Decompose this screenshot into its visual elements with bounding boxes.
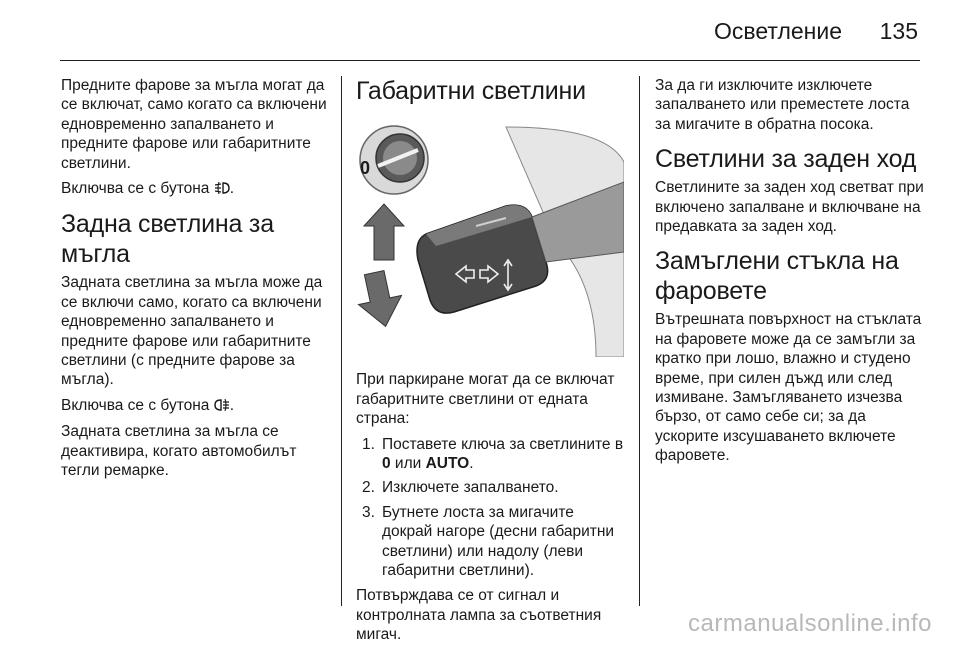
key-position: AUTO [425,455,470,473]
list-item [356,503,626,581]
watermark: carmanualsonline.info [688,610,932,637]
dial-label-zero: 0 [360,158,371,178]
header-rule [60,60,920,61]
paragraph: Потвърждава се от сигнал и контролната лампа за съответния мигач. [356,587,602,644]
paragraph: Светлините за заден ход светват при включено запалване и включване на предавката за заден ход. [655,179,924,236]
paragraph-text: Включва се с бутона [61,396,214,414]
list-item [356,478,626,497]
section-heading: Светлини за заден ход [655,145,917,174]
list-text: или [390,455,426,473]
list-number: 2. [362,479,375,497]
paragraph-text: . [229,396,235,414]
list-text: . [469,455,474,473]
paragraph [61,179,333,199]
list-text: Бутнете лоста за мигачите докрай нагоре (десни габаритни светлини) или надолу (леви габаритни светлини). [382,503,615,580]
paragraph-text: Включва се с бутона [61,180,214,198]
paragraph-text: . [229,180,235,198]
key-position: 0 [382,455,391,473]
steps-list [356,435,626,581]
list-text: Изключете запалването. [382,479,559,497]
paragraph: Вътрешната повърхност на стъклата на фаровете може да се замъгли за кратко при лошо, влажно и студено време, при силен дъжд или след измиване. Замъгляването изчезва бързо, от само себе си; за да ускорите изсушаването включете фаровете. [655,311,922,465]
page-header [0,0,960,60]
chapter-title: Осветление [714,18,842,44]
paragraph: Задната светлина за мъгла може да се включи само, когато са включени едновременно запалването и предните фарове или габаритните светлини (с предните фарове за мъгла). [61,274,323,389]
column-divider [341,76,342,606]
paragraph [61,396,333,416]
list-number: 1. [362,435,375,453]
front-fog-icon [214,181,230,197]
section-heading: Замъглени стъкла на фаровете [655,247,899,306]
paragraph: Предните фарове за мъгла могат да се включат, само когато са включени едновременно запалването и предните фарове или габаритните светлини. [61,77,327,172]
column-left [61,76,333,487]
column-divider [639,76,640,606]
column-middle [356,76,626,651]
list-item [356,435,626,474]
turn-signal-lever-illustration [356,122,624,357]
section-heading: Задна светлина за мъгла [61,210,274,269]
section-heading: Габаритни светлини [356,77,586,105]
paragraph: При паркиране могат да се включат габаритните светлини от едната страна: [356,371,615,428]
column-right [655,76,925,472]
rear-fog-icon [214,398,230,414]
paragraph: Задната светлина за мъгла се деактивира, когато автомобилът тегли ремарке. [61,423,297,480]
paragraph: За да ги изключите изключете запалването или преместете лоста за мигачите в обратна посока. [655,77,910,133]
list-number: 3. [362,503,375,521]
page-number: 135 [879,18,918,44]
list-text: Поставете ключа за светлините в [382,435,624,453]
